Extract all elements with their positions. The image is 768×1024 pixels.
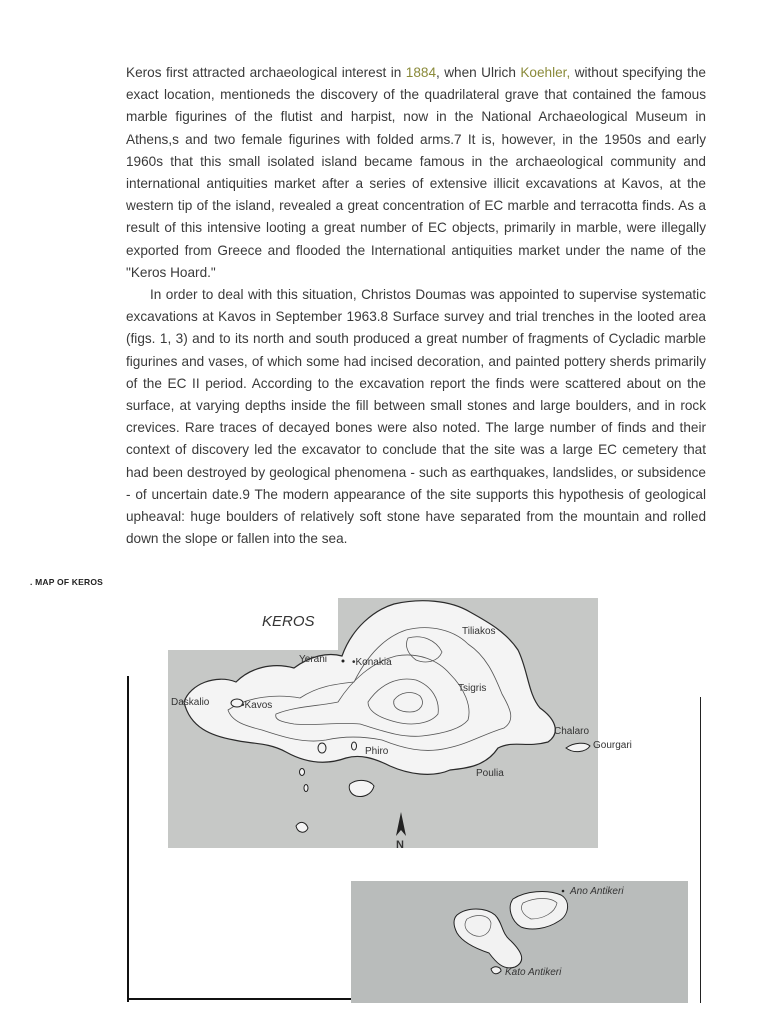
label-phiro: Phiro <box>365 746 389 757</box>
figure-frame-left <box>127 676 129 1002</box>
label-yerani: Yerani <box>299 654 327 665</box>
figure-frame-right <box>700 697 701 1003</box>
label-tiliakos: Tiliakos <box>462 626 496 637</box>
antikeri-inset-map <box>351 881 688 1003</box>
label-poulia: Poulia <box>476 768 504 779</box>
islet <box>318 743 326 753</box>
islet <box>304 785 308 792</box>
figure-caption: . MAP OF KEROS <box>30 577 104 587</box>
islet <box>300 769 305 776</box>
gourgari-label-wrap <box>590 736 650 752</box>
label-konakia: •Konakia <box>352 657 392 668</box>
label-chalaro: Chalaro <box>554 726 590 737</box>
body-text <box>126 62 706 550</box>
label-kavos: •Kavos <box>241 700 273 711</box>
paragraph-1-part-1: Keros first attracted archaeological interest in <box>126 65 406 80</box>
label-gourgari: Gourgari <box>593 740 632 751</box>
islet <box>352 742 357 750</box>
site-dot <box>562 890 565 893</box>
map-title: KEROS <box>262 613 315 630</box>
year-1884: 1884 <box>405 65 437 80</box>
paragraph-1-part-3: without specifying the exact location, mentioneds the discovery of the quadrilateral grave that contained the famous marble figurines of the flutist and harpist, now in the National Archaeological Museum in Athens,s and two female figurines with folded arms.7 It is, however, in the 1950s and early 1960s that this small isolated island became famous in the archaeological community and international antiquities market after a series of extensive illicit excavations at Kavos, at the western tip of the island, revealed a great concentration of EC marble and terracotta finds. As a result of this intensive looting a great number of EC objects, primarily in marble, were illegally exported from Greece and flooded the International antiquities market under the name of the "Keros Hoard." <box>126 65 706 280</box>
name-koehler: Koehler, <box>520 65 571 80</box>
label-ano-antikeri: Ano Antikeri <box>570 886 624 897</box>
figure-frame-bottom <box>127 998 353 1000</box>
north-label: N <box>396 839 404 848</box>
label-daskalio: Daskalio <box>171 697 210 708</box>
site-dot <box>342 660 345 663</box>
islet <box>491 967 501 974</box>
paragraph-1 <box>126 62 706 284</box>
paragraph-1-part-2: , when Ulrich <box>436 65 521 80</box>
keros-map <box>168 598 598 848</box>
label-tsigris: Tsigris <box>458 683 487 694</box>
paragraph-2: In order to deal with this situation, Christos Doumas was appointed to supervise systematic excavations at Kavos in September 1963.8 Surface survey and trial trenches in the looted area (figs. 1, 3) and to its north and south produced a great number of fragments of Cycladic marble figurines and vases, of which some had incised decoration, and painted pottery sherds primarily of the EC II period. According to the excavation report the finds were scattered about on the surface, at varying depths inside the fill between small stones and large boulders, and in rock crevices. Rare traces of decayed bones were also noted. The large number of finds and their context of discovery led the excavator to conclude that the site was a large EC cemetery that had been destroyed by geological phenomena - such as earthquakes, landslides, or subsidence - of uncertain date.9 The modern appearance of the site supports this hypothesis of geological upheaval: huge boulders of relatively soft stone have separated from the mountain and rolled down the slope or fallen into the sea. <box>126 287 706 547</box>
label-kato-antikeri: Kato Antikeri <box>505 967 562 978</box>
